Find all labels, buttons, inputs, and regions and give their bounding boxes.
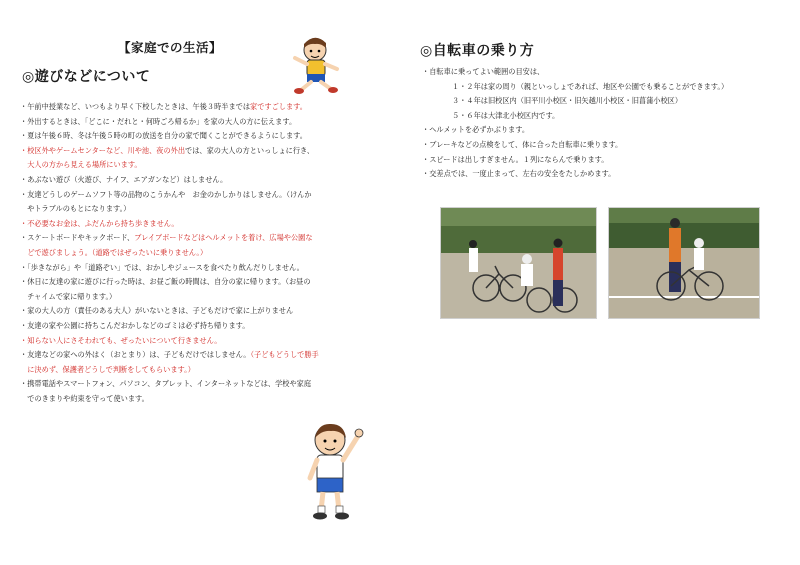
rule-text: ・外出するときは、「どこに・だれと・何時ごろ帰るか」を家の大人の方に伝えます。 bbox=[20, 116, 297, 126]
play-rule-line bbox=[20, 202, 385, 217]
bicycle-rule-line: ・自転車に乗ってよい範囲の目安は、 bbox=[422, 67, 545, 76]
play-rule-line bbox=[20, 319, 385, 334]
play-rule-line bbox=[20, 188, 385, 203]
play-rule-line bbox=[20, 144, 385, 159]
rule-text: ・「歩きながら」や「道路ぞい」では、おかしやジュースを食べたり飲んだりしません。 bbox=[20, 262, 304, 272]
play-rule-line bbox=[20, 261, 385, 276]
bicycle-range-item: ３・４年は旧校区内（旧平川小校区・旧矢越川小校区・旧菖蒲小校区） bbox=[452, 96, 683, 106]
play-rule-line bbox=[20, 115, 385, 130]
rule-text: チャイムで家に帰ります。） bbox=[20, 291, 117, 301]
rule-text: ・あぶない遊び（火遊び、ナイフ、エアガンなど）はしません。 bbox=[20, 174, 228, 184]
rule-text-emphasis: ・校区外やゲームセンターなど、川や池、夜の外出 bbox=[20, 145, 186, 155]
play-rule-line bbox=[20, 173, 385, 188]
waving-boy-illustration bbox=[296, 418, 368, 523]
rule-text-emphasis: ・不必要なお金は、ふだんから持ち歩きません。 bbox=[20, 218, 179, 228]
bicycle-rule-line: ・ヘルメットを必ずかぶります。 bbox=[422, 125, 530, 135]
play-rule-line bbox=[20, 334, 385, 349]
rule-text: やトラブルのもとになります。） bbox=[20, 204, 131, 214]
play-rule-line bbox=[20, 363, 385, 378]
play-rule-line bbox=[20, 304, 385, 319]
running-boy-illustration bbox=[285, 34, 347, 96]
rule-text: ・休日に友達の家に遊びに行った時は、お昼ご飯の時間は、自分の家に帰ります。（お昼の bbox=[20, 277, 311, 287]
bicycle-rules-list bbox=[422, 65, 782, 182]
play-rules-list bbox=[20, 100, 385, 406]
play-rule-line bbox=[20, 100, 385, 115]
rule-text-emphasis: 大人の方から見える場所にいます。 bbox=[20, 160, 142, 170]
play-rule-line bbox=[20, 129, 385, 144]
rule-text-emphasis: 家ですごします。 bbox=[250, 102, 307, 111]
rule-text: ・友達の家や公園に持ちこんだおかしなどのゴミは必ず持ち帰ります。 bbox=[20, 320, 250, 330]
rule-text: ・夏は午後６時、冬は午後５時の町の放送を自分の家で聞くことができるようにします。 bbox=[20, 131, 307, 141]
rule-text: ・午前中授業など、いつもより早く下校したときは、午後３時半までは bbox=[20, 102, 251, 111]
bicycle-range-item: １・２年は家の周り（親といっしょであれば、地区や公園でも乗ることができます。） bbox=[452, 81, 729, 91]
rule-text: では、家の大人の方といっしょに行き、 bbox=[185, 145, 315, 155]
bicycle-range-item: ５・６年は大津北小校区内です。 bbox=[452, 110, 560, 120]
rule-text-emphasis: に決めず、保護者どうしで判断をしてもらいます。） bbox=[20, 364, 195, 374]
rule-text: ・友達どうしのゲームソフト等の品物のこうかんや お金のかしかりはしません。（けんか bbox=[20, 189, 312, 199]
play-rule-line bbox=[20, 377, 385, 392]
play-rule-line bbox=[20, 392, 385, 407]
page-title: 【家庭での生活】 bbox=[118, 40, 223, 55]
rule-text: ・家の大人の方（責任のある大人）がいないときは、子どもだけで家に上がりません bbox=[20, 306, 294, 316]
play-rule-line bbox=[20, 290, 385, 305]
section-title-play: ◎遊びなどについて bbox=[22, 69, 151, 85]
rule-text: ・スケートボードやキックボード、 bbox=[20, 233, 135, 243]
section-title-bicycle: ◎自転車の乗り方 bbox=[420, 43, 535, 59]
bicycle-rule-line: ・ブレーキなどの点検をして、体に合った自転車に乗ります。 bbox=[422, 139, 623, 149]
rule-text-emphasis: どで遊びましょう。（道路ではぜったいに乗りません。） bbox=[20, 247, 208, 257]
play-rule-line bbox=[20, 348, 385, 363]
rule-text-emphasis: ・知らない人にさそわれても、ぜったいについて行きません。 bbox=[20, 335, 222, 345]
play-rule-line bbox=[20, 275, 385, 290]
play-rule-line bbox=[20, 217, 385, 232]
play-rule-line bbox=[20, 158, 385, 173]
rule-text: ・携帯電話やスマートフォン、パソコン、タブレット、インターネットなどは、学校や家庭 bbox=[20, 379, 312, 389]
rule-text-emphasis: （子どもどうしで勝手 bbox=[250, 350, 319, 360]
play-rule-line bbox=[20, 231, 385, 246]
rule-text: でのきまりや約束を守って使います。 bbox=[20, 393, 149, 403]
bicycle-rule-line: ・交差点では、一度止まって、左右の安全をたしかめます。 bbox=[422, 169, 616, 179]
rule-text: ・友達などの家への外はく（おとまり）は、子どもだけではしません。 bbox=[20, 350, 251, 360]
bicycle-lesson-photo-1 bbox=[440, 207, 597, 319]
play-rule-line bbox=[20, 246, 385, 261]
bicycle-rule-line: ・スピードは出しすぎません。１列にならんで乗ります。 bbox=[422, 154, 609, 164]
bicycle-lesson-photo-2 bbox=[608, 207, 760, 319]
rule-text-emphasis: ブレイブボードなどはヘルメットを着け、広場や公園な bbox=[134, 233, 313, 243]
